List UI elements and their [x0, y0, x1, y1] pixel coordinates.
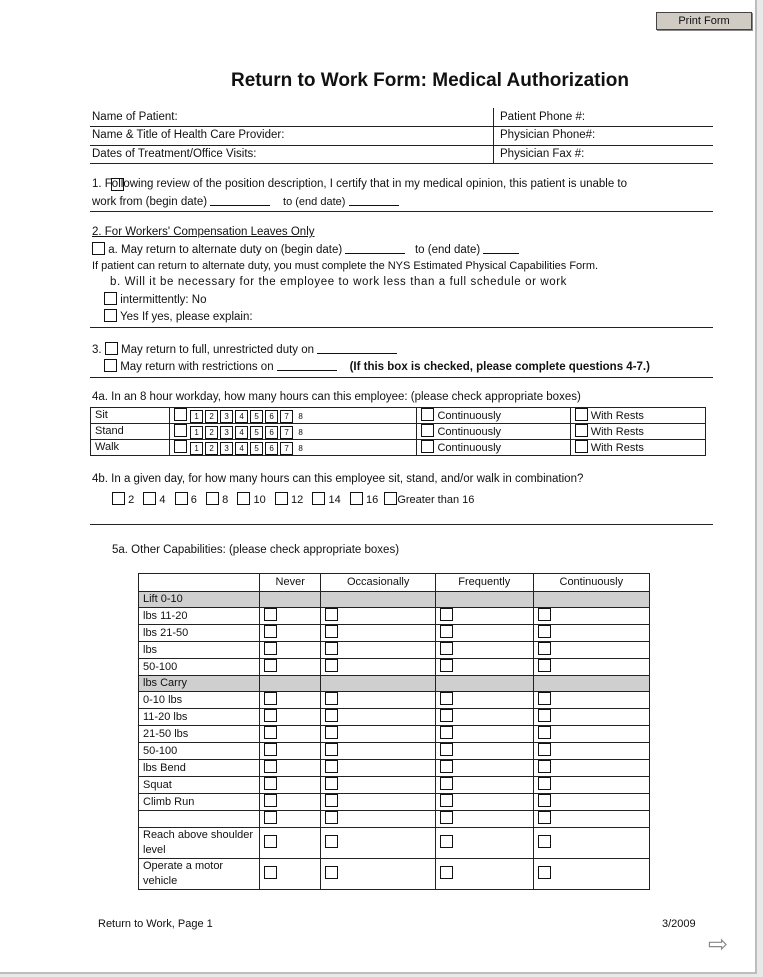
capability-checkbox[interactable] — [440, 642, 453, 655]
capability-checkbox[interactable] — [538, 794, 551, 807]
footer-date: 3/2009 — [662, 918, 696, 930]
capability-cell — [260, 760, 321, 777]
capability-cell — [435, 709, 533, 726]
column-header: Continuously — [533, 574, 649, 592]
capability-label: 21-50 lbs — [139, 726, 260, 743]
divider — [90, 126, 713, 127]
begin-date-label: work from (begin date) — [92, 196, 208, 208]
section5a-heading: 5a. Other Capabilities: (please check appropriate boxes) — [112, 544, 400, 556]
alternate-begin-field[interactable] — [345, 242, 405, 254]
hours-table — [90, 407, 706, 456]
capability-cell — [260, 676, 321, 692]
capability-cell — [260, 726, 321, 743]
capability-cell — [321, 692, 435, 709]
capability-checkbox[interactable] — [264, 659, 277, 672]
capability-cell — [435, 828, 533, 859]
continuously-cell[interactable]: Continuously — [417, 408, 570, 424]
hours-14-checkbox[interactable] — [312, 492, 325, 505]
capability-cell — [260, 692, 321, 709]
capability-cell — [533, 794, 649, 811]
capability-checkbox[interactable] — [440, 726, 453, 739]
capability-checkbox[interactable] — [538, 625, 551, 638]
table-row — [139, 726, 650, 743]
capability-checkbox[interactable] — [440, 794, 453, 807]
divider — [90, 524, 713, 525]
capability-checkbox[interactable] — [440, 811, 453, 824]
capability-label — [139, 811, 260, 828]
capability-cell — [435, 811, 533, 828]
hours-2-checkbox[interactable] — [112, 492, 125, 505]
intermittent-no-checkbox[interactable] — [104, 292, 117, 305]
capability-checkbox[interactable] — [440, 709, 453, 722]
hours-boxes: 1 2 3 4 5 6 7 8 — [170, 408, 417, 424]
capability-checkbox[interactable] — [325, 811, 338, 824]
capability-cell — [435, 642, 533, 659]
restrictions-checkbox[interactable] — [104, 359, 117, 372]
capability-checkbox[interactable] — [264, 726, 277, 739]
intermittent-yes-checkbox[interactable] — [104, 309, 117, 322]
capability-cell — [321, 828, 435, 859]
capability-checkbox[interactable] — [325, 709, 338, 722]
capability-cell — [533, 859, 649, 890]
end-date-field[interactable] — [349, 194, 399, 206]
section4a-heading: 4a. In an 8 hour workday, how many hours can this employee: (please check appropriate boxes) — [92, 391, 581, 403]
capabilities-table — [138, 573, 650, 890]
capability-cell — [321, 642, 435, 659]
row-label: Walk — [91, 440, 170, 456]
capability-label: lbs 11-20 — [139, 608, 260, 625]
capability-checkbox[interactable] — [538, 659, 551, 672]
table-row — [139, 659, 650, 676]
capability-cell — [260, 859, 321, 890]
alternate-end-label: to (end date) — [414, 244, 481, 256]
hours-4-checkbox[interactable] — [143, 492, 156, 505]
section3-number: 3. — [92, 344, 102, 356]
capability-cell — [260, 625, 321, 642]
capability-checkbox[interactable] — [325, 760, 338, 773]
header-blank — [139, 574, 260, 592]
section2-heading: 2. For Workers' Compensation Leaves Only — [92, 226, 315, 238]
capability-cell — [533, 743, 649, 760]
capability-label: lbs 21-50 — [139, 625, 260, 642]
restrictions-note: (If this box is checked, please complete questions 4-7.) — [349, 361, 650, 373]
capability-checkbox[interactable] — [538, 866, 551, 879]
full-duty-label: May return to full, unrestricted duty on — [121, 344, 315, 356]
capability-checkbox[interactable] — [325, 642, 338, 655]
capability-checkbox[interactable] — [264, 743, 277, 756]
table-row — [91, 440, 706, 456]
table-row — [139, 608, 650, 625]
capability-cell — [533, 692, 649, 709]
capability-cell — [533, 676, 649, 692]
dates-label: Dates of Treatment/Office Visits: — [92, 148, 257, 160]
table-row — [139, 625, 650, 642]
capability-cell — [435, 760, 533, 777]
capability-checkbox[interactable] — [538, 726, 551, 739]
section3-full-row — [92, 342, 397, 356]
divider — [493, 108, 494, 163]
capability-checkbox[interactable] — [538, 777, 551, 790]
capability-checkbox[interactable] — [440, 659, 453, 672]
capability-checkbox[interactable] — [538, 760, 551, 773]
capability-label: Climb Run — [139, 794, 260, 811]
capability-cell — [260, 794, 321, 811]
divider — [90, 163, 713, 164]
alternate-end-field[interactable] — [483, 242, 519, 254]
capability-cell — [435, 676, 533, 692]
section1-text: 1. Following review of the position description, I certify that in my medical opinion, this patient is unable to — [92, 178, 628, 190]
form-title: Return to Work Form: Medical Authorization — [231, 70, 629, 91]
full-duty-date-field[interactable] — [317, 342, 397, 354]
capability-checkbox[interactable] — [440, 777, 453, 790]
table-row — [139, 760, 650, 777]
footer-page-label: Return to Work, Page 1 — [98, 918, 213, 930]
table-row — [139, 642, 650, 659]
name-of-patient-label: Name of Patient: — [92, 111, 178, 123]
combination-options: 2 4 6 8 10 12 14 16 Greater than 16 — [112, 492, 474, 506]
capability-cell — [533, 659, 649, 676]
capability-cell — [435, 692, 533, 709]
greater-than-16-checkbox[interactable] — [384, 492, 397, 505]
column-header: Never — [260, 574, 321, 592]
capability-cell — [435, 743, 533, 760]
section2a-row — [92, 242, 519, 256]
full-duty-checkbox[interactable] — [105, 342, 118, 355]
continuously-cell[interactable]: Continuously — [417, 440, 570, 456]
column-header: Frequently — [435, 574, 533, 592]
capability-checkbox[interactable] — [264, 642, 277, 655]
capability-cell — [435, 608, 533, 625]
capability-label: lbs Carry — [139, 676, 260, 692]
hours-16-checkbox[interactable] — [350, 492, 363, 505]
capability-cell — [435, 592, 533, 608]
capability-checkbox[interactable] — [264, 866, 277, 879]
capability-checkbox[interactable] — [440, 835, 453, 848]
begin-date-field[interactable] — [210, 194, 270, 206]
capability-label: Squat — [139, 777, 260, 794]
with-rests-cell[interactable]: With Rests — [570, 408, 705, 424]
divider — [90, 377, 713, 378]
hours-10-checkbox[interactable] — [237, 492, 250, 505]
column-header: Occasionally — [321, 574, 435, 592]
next-page-arrow-icon[interactable]: ⇨ — [708, 931, 729, 958]
capability-cell — [321, 625, 435, 642]
capability-checkbox[interactable] — [538, 743, 551, 756]
capability-checkbox[interactable] — [440, 608, 453, 621]
hours-6-checkbox[interactable] — [175, 492, 188, 505]
capability-cell — [321, 676, 435, 692]
capability-checkbox[interactable] — [264, 608, 277, 621]
capability-checkbox[interactable] — [440, 692, 453, 705]
capability-checkbox[interactable] — [538, 692, 551, 705]
hours-boxes: 1 2 3 4 5 6 7 8 — [170, 424, 417, 440]
table-row — [139, 828, 650, 859]
capability-cell — [260, 811, 321, 828]
capability-cell — [533, 726, 649, 743]
restrictions-label: May return with restrictions on — [120, 361, 274, 373]
with-rests-cell[interactable]: With Rests — [570, 424, 705, 440]
capability-cell — [321, 760, 435, 777]
capability-cell — [321, 592, 435, 608]
section2b-label: b. Will it be necessary for the employee to work less than a full schedule or work — [110, 276, 567, 288]
table-row — [139, 692, 650, 709]
capability-cell — [321, 709, 435, 726]
capability-checkbox[interactable] — [325, 625, 338, 638]
capability-cell — [260, 777, 321, 794]
capability-label: 11-20 lbs — [139, 709, 260, 726]
capability-label: lbs Bend — [139, 760, 260, 777]
hours-12-checkbox[interactable] — [275, 492, 288, 505]
capability-cell — [321, 608, 435, 625]
capability-checkbox[interactable] — [264, 709, 277, 722]
physician-fax-label: Physician Fax #: — [500, 148, 585, 160]
capability-cell — [435, 625, 533, 642]
capability-checkbox[interactable] — [264, 777, 277, 790]
capability-checkbox[interactable] — [325, 835, 338, 848]
section3-restrict-row — [104, 359, 650, 373]
patient-phone-label: Patient Phone #: — [500, 111, 586, 123]
capability-cell — [533, 811, 649, 828]
capability-checkbox[interactable] — [538, 642, 551, 655]
capability-cell — [533, 592, 649, 608]
capability-checkbox[interactable] — [440, 743, 453, 756]
section2b-yes-row — [104, 309, 253, 323]
capability-checkbox[interactable] — [264, 692, 277, 705]
table-row — [139, 811, 650, 828]
hours-boxes: 1 2 3 4 5 6 7 8 — [170, 440, 417, 456]
row-label: Stand — [91, 424, 170, 440]
capability-label: Reach above shoulder level — [139, 828, 260, 859]
capability-cell — [260, 828, 321, 859]
alternate-duty-checkbox[interactable] — [92, 242, 105, 255]
capability-checkbox[interactable] — [538, 608, 551, 621]
capability-cell — [321, 743, 435, 760]
capability-cell — [435, 777, 533, 794]
restrictions-date-field[interactable] — [277, 359, 337, 371]
print-form-button[interactable]: Print Form — [656, 12, 752, 30]
table-row — [139, 743, 650, 760]
physician-phone-label: Physician Phone#: — [500, 129, 596, 141]
intermittent-no-label: intermittently: No — [120, 294, 207, 306]
capability-checkbox[interactable] — [440, 760, 453, 773]
capability-checkbox[interactable] — [538, 709, 551, 722]
table-row — [139, 777, 650, 794]
capability-cell — [533, 828, 649, 859]
table-row — [139, 592, 650, 608]
capability-cell — [321, 777, 435, 794]
capability-cell — [533, 625, 649, 642]
table-row — [139, 859, 650, 890]
capability-checkbox[interactable] — [264, 794, 277, 807]
capability-checkbox[interactable] — [538, 811, 551, 824]
section4b-heading: 4b. In a given day, for how many hours can this employee sit, stand, and/or walk in combination? — [92, 473, 584, 485]
divider — [90, 145, 713, 146]
end-date-label: to (end date) — [283, 196, 346, 208]
table-row — [139, 709, 650, 726]
table-row — [91, 408, 706, 424]
capability-label: Operate a motor vehicle — [139, 859, 260, 890]
capability-cell — [533, 642, 649, 659]
capability-cell — [260, 743, 321, 760]
capability-checkbox[interactable] — [325, 777, 338, 790]
capability-checkbox[interactable] — [440, 866, 453, 879]
capability-checkbox[interactable] — [264, 835, 277, 848]
divider — [90, 327, 713, 328]
divider — [90, 211, 713, 212]
capability-checkbox[interactable] — [264, 625, 277, 638]
hours-8-checkbox[interactable] — [206, 492, 219, 505]
intermittent-yes-label: Yes If yes, please explain: — [120, 311, 253, 323]
capability-checkbox[interactable] — [538, 835, 551, 848]
nys-note: If patient can return to alternate duty, you must complete the NYS Estimated Physical Capabilities Form. — [92, 260, 599, 272]
capability-label: 50-100 — [139, 659, 260, 676]
capability-cell — [533, 709, 649, 726]
capability-cell — [260, 659, 321, 676]
section2b-no-row — [104, 292, 206, 306]
capability-cell — [321, 859, 435, 890]
capability-cell — [260, 592, 321, 608]
capability-cell — [435, 659, 533, 676]
capability-checkbox[interactable] — [325, 726, 338, 739]
with-rests-cell[interactable]: With Rests — [570, 440, 705, 456]
table-row — [139, 794, 650, 811]
capability-label: Lift 0-10 — [139, 592, 260, 608]
capability-cell — [435, 726, 533, 743]
capability-cell — [321, 794, 435, 811]
capability-cell — [260, 642, 321, 659]
capability-label: lbs — [139, 642, 260, 659]
capability-checkbox[interactable] — [325, 659, 338, 672]
section1-dates — [92, 194, 399, 208]
capability-checkbox[interactable] — [264, 811, 277, 824]
capability-cell — [533, 760, 649, 777]
capability-checkbox[interactable] — [264, 760, 277, 773]
capability-cell — [435, 794, 533, 811]
continuously-cell[interactable]: Continuously — [417, 424, 570, 440]
table-header-row — [139, 574, 650, 592]
row-label: Sit — [91, 408, 170, 424]
provider-label: Name & Title of Health Care Provider: — [92, 129, 285, 141]
capability-checkbox[interactable] — [325, 608, 338, 621]
capability-cell — [260, 709, 321, 726]
capability-checkbox[interactable] — [325, 743, 338, 756]
table-row — [91, 424, 706, 440]
capability-cell — [533, 608, 649, 625]
capability-cell — [321, 659, 435, 676]
capability-cell — [321, 811, 435, 828]
capability-cell — [260, 608, 321, 625]
capability-cell — [533, 777, 649, 794]
capability-label: 0-10 lbs — [139, 692, 260, 709]
capability-checkbox[interactable] — [325, 692, 338, 705]
capability-label: 50-100 — [139, 743, 260, 760]
capability-checkbox[interactable] — [440, 625, 453, 638]
capability-cell — [435, 859, 533, 890]
capability-cell — [321, 726, 435, 743]
capability-checkbox[interactable] — [325, 866, 338, 879]
alternate-duty-label: a. May return to alternate duty on (begin date) — [108, 244, 343, 256]
table-row — [139, 676, 650, 692]
capability-checkbox[interactable] — [325, 794, 338, 807]
